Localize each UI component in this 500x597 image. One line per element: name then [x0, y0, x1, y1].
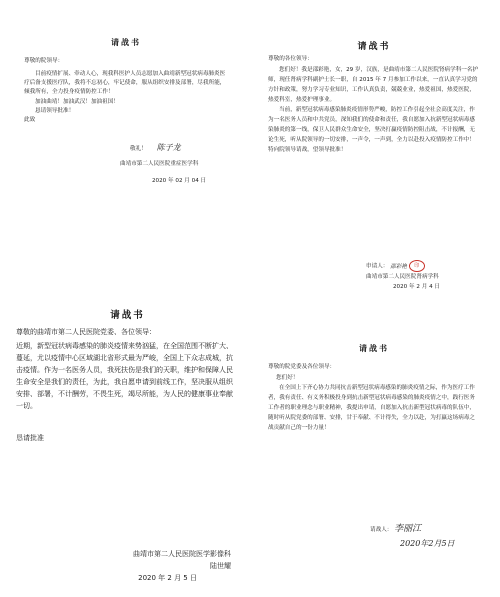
letter-body-paragraph-1: 您们好！我是邵彩艳，女，29 岁，汉族，是曲靖市第二人民医院肾病学科一名护师，现任肾病学科副护士长一职，自 2015 年 7 月参加工作以来，一直认真学习党的方针和政策，努力学习专业知识，工作认真负责，兢兢业业，热爱祖国，热爱医院，热爱科室，热爱护理事业。: [268, 67, 479, 103]
request-line: 恳请领导批准！: [35, 108, 75, 114]
signature-block: [258, 260, 490, 292]
petition-letter-1: [12, 20, 240, 255]
signature-line: [12, 143, 240, 154]
salutation: 尊敬的各位领导：: [268, 56, 313, 62]
salute-text: 敬礼！: [130, 146, 147, 152]
red-seal-icon: 印: [409, 260, 425, 272]
letter-body-paragraph-2: 当前，新型冠状病毒感染肺炎疫情形势严峻，防控工作引起全社会高度关注，作为一名医务人员和中共党员，深知我们的使命和责任，我自愿加入抗新型冠状病毒感染肺炎的第一线，保卫人民群众生命安全，坚决打赢疫情防控阻击战，不计报酬，无论生死，听从院领导的一切安排，一声令，一声到，全力以赴投入疫情防控工作中！特向院领导请战，望领导批准！: [268, 107, 475, 153]
date: 2020 年 2 月 4 日: [393, 284, 441, 290]
letter-body: 在全国上下齐心协力共同抗击新型冠状病毒感染的肺炎疫情之际，作为医疗工作者，我有责任、有义务积极投身到抗击新型冠状病毒感染的肺炎疫情之中，践行医务工作者的职业理念与职业精神，我提出申请，自愿加入抗击新型冠状病毒的队伍中，随时听从院党委的部署、安排，甘于奉献、不计得失，全力以赴，为打赢这场病毒之战贡献自己的一份力量！: [268, 385, 475, 431]
signature-block: [258, 524, 490, 550]
date: 2020 年 02 月 04 日: [152, 178, 207, 184]
letter-title: 请战书: [359, 344, 389, 353]
handwritten-date: 2020年2月5日: [400, 539, 455, 548]
signature-block: [10, 548, 245, 584]
closing-text: 此致: [24, 117, 36, 123]
petition-letter-4: [258, 330, 490, 592]
applicant-label: 请战人：: [370, 527, 393, 533]
cheer-line: 加油曲靖！加油武汉！加油祖国！: [35, 99, 119, 105]
letter-title: 请战书: [357, 42, 391, 52]
department: 曲靖市第二人民医院肾病学科: [366, 274, 439, 280]
greeting: 您们好！: [276, 375, 299, 381]
signer-name: 陆世耀: [210, 562, 231, 570]
applicant-line: [258, 260, 490, 272]
department: 曲靖市第二人民医院医学影像科: [133, 550, 231, 558]
handwritten-signature: 李丽江: [394, 524, 422, 534]
salutation: 尊敬的曲靖市第二人民医院党委、各位领导：: [16, 328, 156, 336]
letter-title: 请战书: [110, 310, 145, 321]
salutation: 尊敬的院领导：: [24, 58, 64, 64]
petition-letter-3: [10, 300, 245, 590]
department: 曲靖市第二人民医院重症医学科: [120, 161, 199, 167]
applicant-label: 申请人：: [366, 263, 389, 270]
letter-body: 目前疫情扩展、牵动人心，现我科医护人员志愿加入曲靖新型冠状病毒肺炎医疗后备支援医疗队，我将不忘初心，牢记使命，服从组织安排及部署，尽我所能，倾我所有，全力投身疫情防控工作！: [24, 71, 226, 95]
date: 2020 年 2 月 5 日: [138, 574, 197, 582]
handwritten-signature: 邵彩艳: [390, 263, 407, 270]
handwritten-signature: 陈子龙: [156, 143, 181, 152]
petition-letter-2: [258, 20, 490, 300]
letter-title: 请战书: [111, 38, 141, 47]
salutation: 尊敬的院党委及各位领导：: [268, 364, 336, 370]
approval-request: 恳请批准: [16, 434, 44, 442]
letter-body: 近期，新型冠状病毒感染的肺炎疫情来势汹猛，在全国范围不断扩大、蔓延，尤以疫情中心区域湖北省形式最为严峻，全国上下众志成城，抗击疫情。作为一名医务人员，我死扶伤是我们的天职，维护和保障人民生命安全是我们的责任，为此，我自愿申请到前线工作，坚决服从组织安排、部署，不计酬劳，不畏生死，竭尽所能，为人民的健康事业奉献一切。: [16, 342, 233, 410]
applicant-line: [258, 524, 490, 535]
